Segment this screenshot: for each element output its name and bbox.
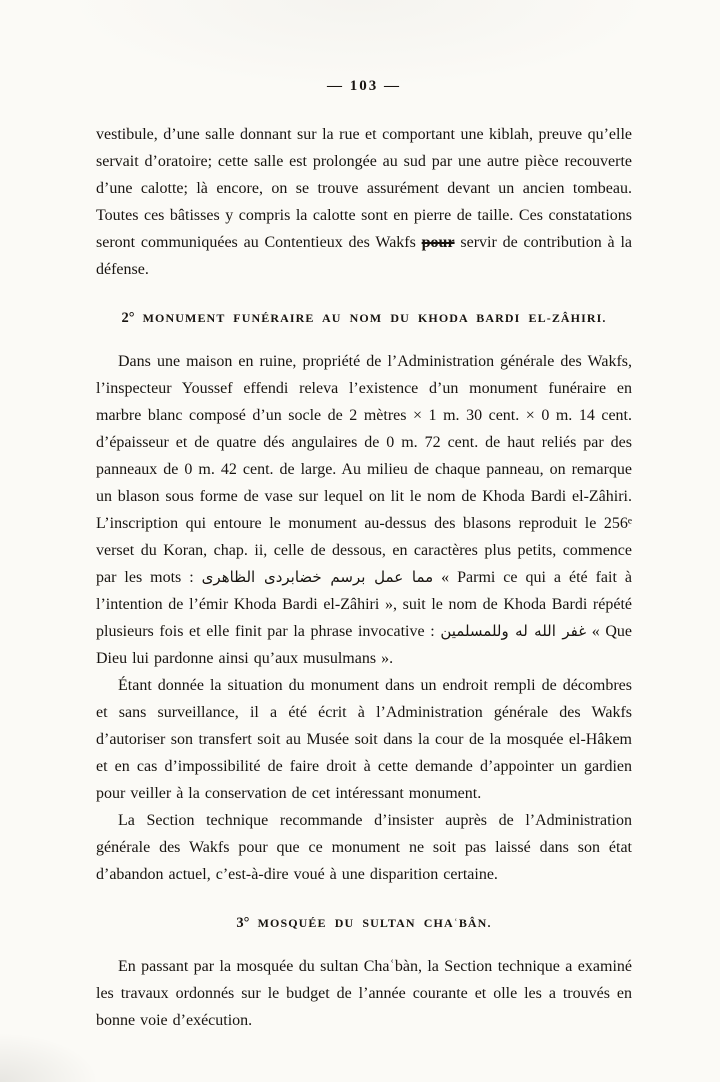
- section-heading-mosquee-chaban: [96, 915, 632, 932]
- arabic-inscription-invocation: غفر الله له وللمسلمين: [440, 622, 587, 640]
- paragraph-vestibule: [96, 121, 632, 283]
- paragraph-text: vestibule, d’une salle donnant sur la rue et comportant une kiblah, preuve qu’elle servait d’oratoire; cette salle est prolongée au sud par une autre pièce recouverte d’une calotte; là encore, on se trouve assurément devant un ancien tombeau. Toutes ces bâtisses y compris la calotte sont en pierre de taille. Ces constatations seront communiquées au Contentieux des Wakfs: [96, 126, 632, 251]
- section-number: 2°: [121, 310, 135, 326]
- paragraph-situation-monument: Étant donnée la situation du monument dans un endroit rempli de décombres et sans surveillance, il a été écrit à l’Administration générale des Wakfs d’autoriser son transfert soit au Musée soit dans la cour de la mosquée el-Hâkem et en cas d’impossibilité de faire droit à cette demande d’appointer un gardien pour veiller à la conservation de cet intéressant monument.: [96, 677, 632, 802]
- arabic-inscription-dedication: مما عمل برسم خضابردى الظاهرى: [201, 568, 434, 586]
- paragraph-mosquee-chaban: En passant par la mosquée du sultan Chaʿbàn, la Section technique a examiné les travaux ordonnés sur le budget de l’année courante et olle les a trouvés en bonne voie d’exécution.: [96, 958, 632, 1029]
- section-heading-monument-funeraire: [96, 310, 632, 327]
- section-title: MONUMENT FUNÉRAIRE AU NOM DU KHODA BARDI EL-ZÂHIRI.: [142, 311, 607, 325]
- paragraph-text: « Parmi ce qui a été fait à l’intention de l’émir Khoda Bardi el-Zâhiri », suit le nom de Khoda Bardi répété plusieurs fois et elle finit par la phrase invocative :: [96, 569, 632, 640]
- paragraph-monument-description: [96, 348, 632, 672]
- page-number: — 103 —: [327, 78, 401, 94]
- struck-word: pour: [421, 234, 455, 251]
- section-title: MOSQUÉE DU SULTAN CHAʿBÂN.: [257, 916, 492, 930]
- paragraph-section-technique-recommandation: La Section technique recommande d’insister auprès de l’Administration générale des Wakfs pour que ce monument ne soit pas laissé dans son état d’abandon actuel, c’est-à-dire voué à une disparition certaine.: [96, 812, 632, 883]
- paragraph-text: « Que Dieu lui pardonne ainsi qu’aux musulmans ».: [96, 623, 632, 667]
- section-number: 3°: [236, 915, 250, 931]
- paragraph-text: Dans une maison en ruine, propriété de l’Administration générale des Wakfs, l’inspecteur Youssef effendi releva l’existence d’un monument funéraire en marbre blanc composé d’un socle de 2 mètres × 1 m. 30 cent. × 0 m. 14 cent. d’épaisseur et de quatre dés angulaires de 0 m. 72 cent. de haut reliés par des panneaux de 0 m. 42 cent. de large. Au milieu de chaque panneau, on remarque un blason sous forme de vase sur lequel on lit le nom de Khoda Bardi el-Zâhiri. L’inscription qui entoure le monument au-dessus des blasons reproduit le 256ᵉ verset du Koran, chap. ii, celle de dessous, en caractères plus petits, commence par les mots :: [96, 353, 632, 586]
- paragraph-text: servir de contribution à la défense.: [96, 234, 633, 278]
